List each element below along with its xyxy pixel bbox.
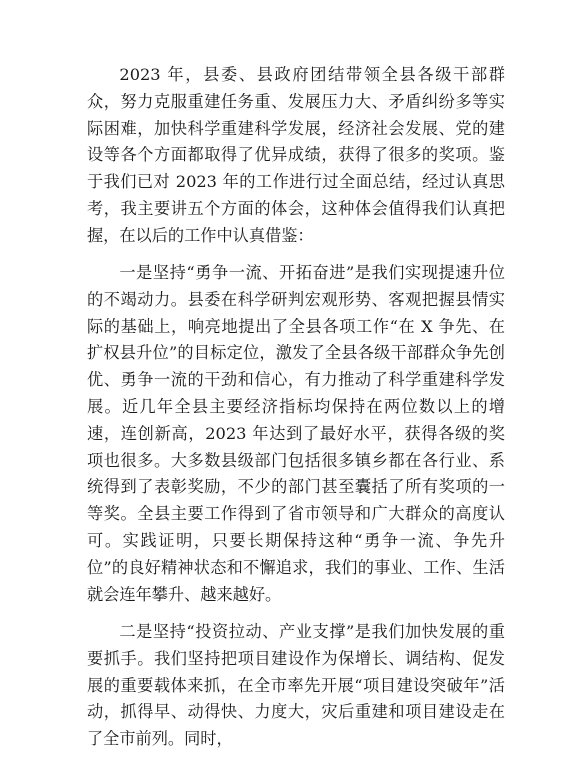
document-body xyxy=(87,62,505,753)
paragraph-point-two: 二是坚持“投资拉动、产业支撑”是我们加快发展的重要抓手。我们坚持把项目建设作为保增长、调结构、促发展的重要载体来抓，在全市率先开展“项目建设突破年”活动，抓得早、动得快、力度大，灾后重建和项目建设走在了全市前列。同时， xyxy=(87,621,505,749)
paragraph-intro: 2023 年，县委、县政府团结带领全县各级干部群众，努力克服重建任务重、发展压力大、矛盾纠纷多等实际困难，加快科学重建科学发展，经济社会发展、党的建设等各个方面都取得了优异成绩，获得了很多的奖项。鉴于我们已对 2023 年的工作进行过全面总结，经过认真思考，我主要讲五个方面的体会，这种体会值得我们认真把握，在以后的工作中认真借鉴： xyxy=(87,65,505,245)
paragraph-point-one: 一是坚持“勇争一流、开拓奋进”是我们实现提速升位的不竭动力。县委在科学研判宏观形势、客观把握县情实际的基础上，响亮地提出了全县各项工作“在 X 争先、在扩权县升位”的目标定位，激发了全县各级干部群众争先创优、勇争一流的干劲和信心，有力推动了科学重建科学发展。近几年全县主要经济指标均保持在两位数以上的增速，连创新高，2023 年达到了最好水平，获得各级的奖项也很多。大多数县级部门包括很多镇乡都在各行业、系统得到了表彰奖励，不少的部门甚至囊括了所有奖项的一等奖。全县主要工作得到了省市领导和广大群众的高度认可。实践证明，只要长期保持这种“勇争一流、争先升位”的良好精神状态和不懈追求，我们的事业、工作、生活就会连年攀升、越来越好。 xyxy=(87,263,505,604)
